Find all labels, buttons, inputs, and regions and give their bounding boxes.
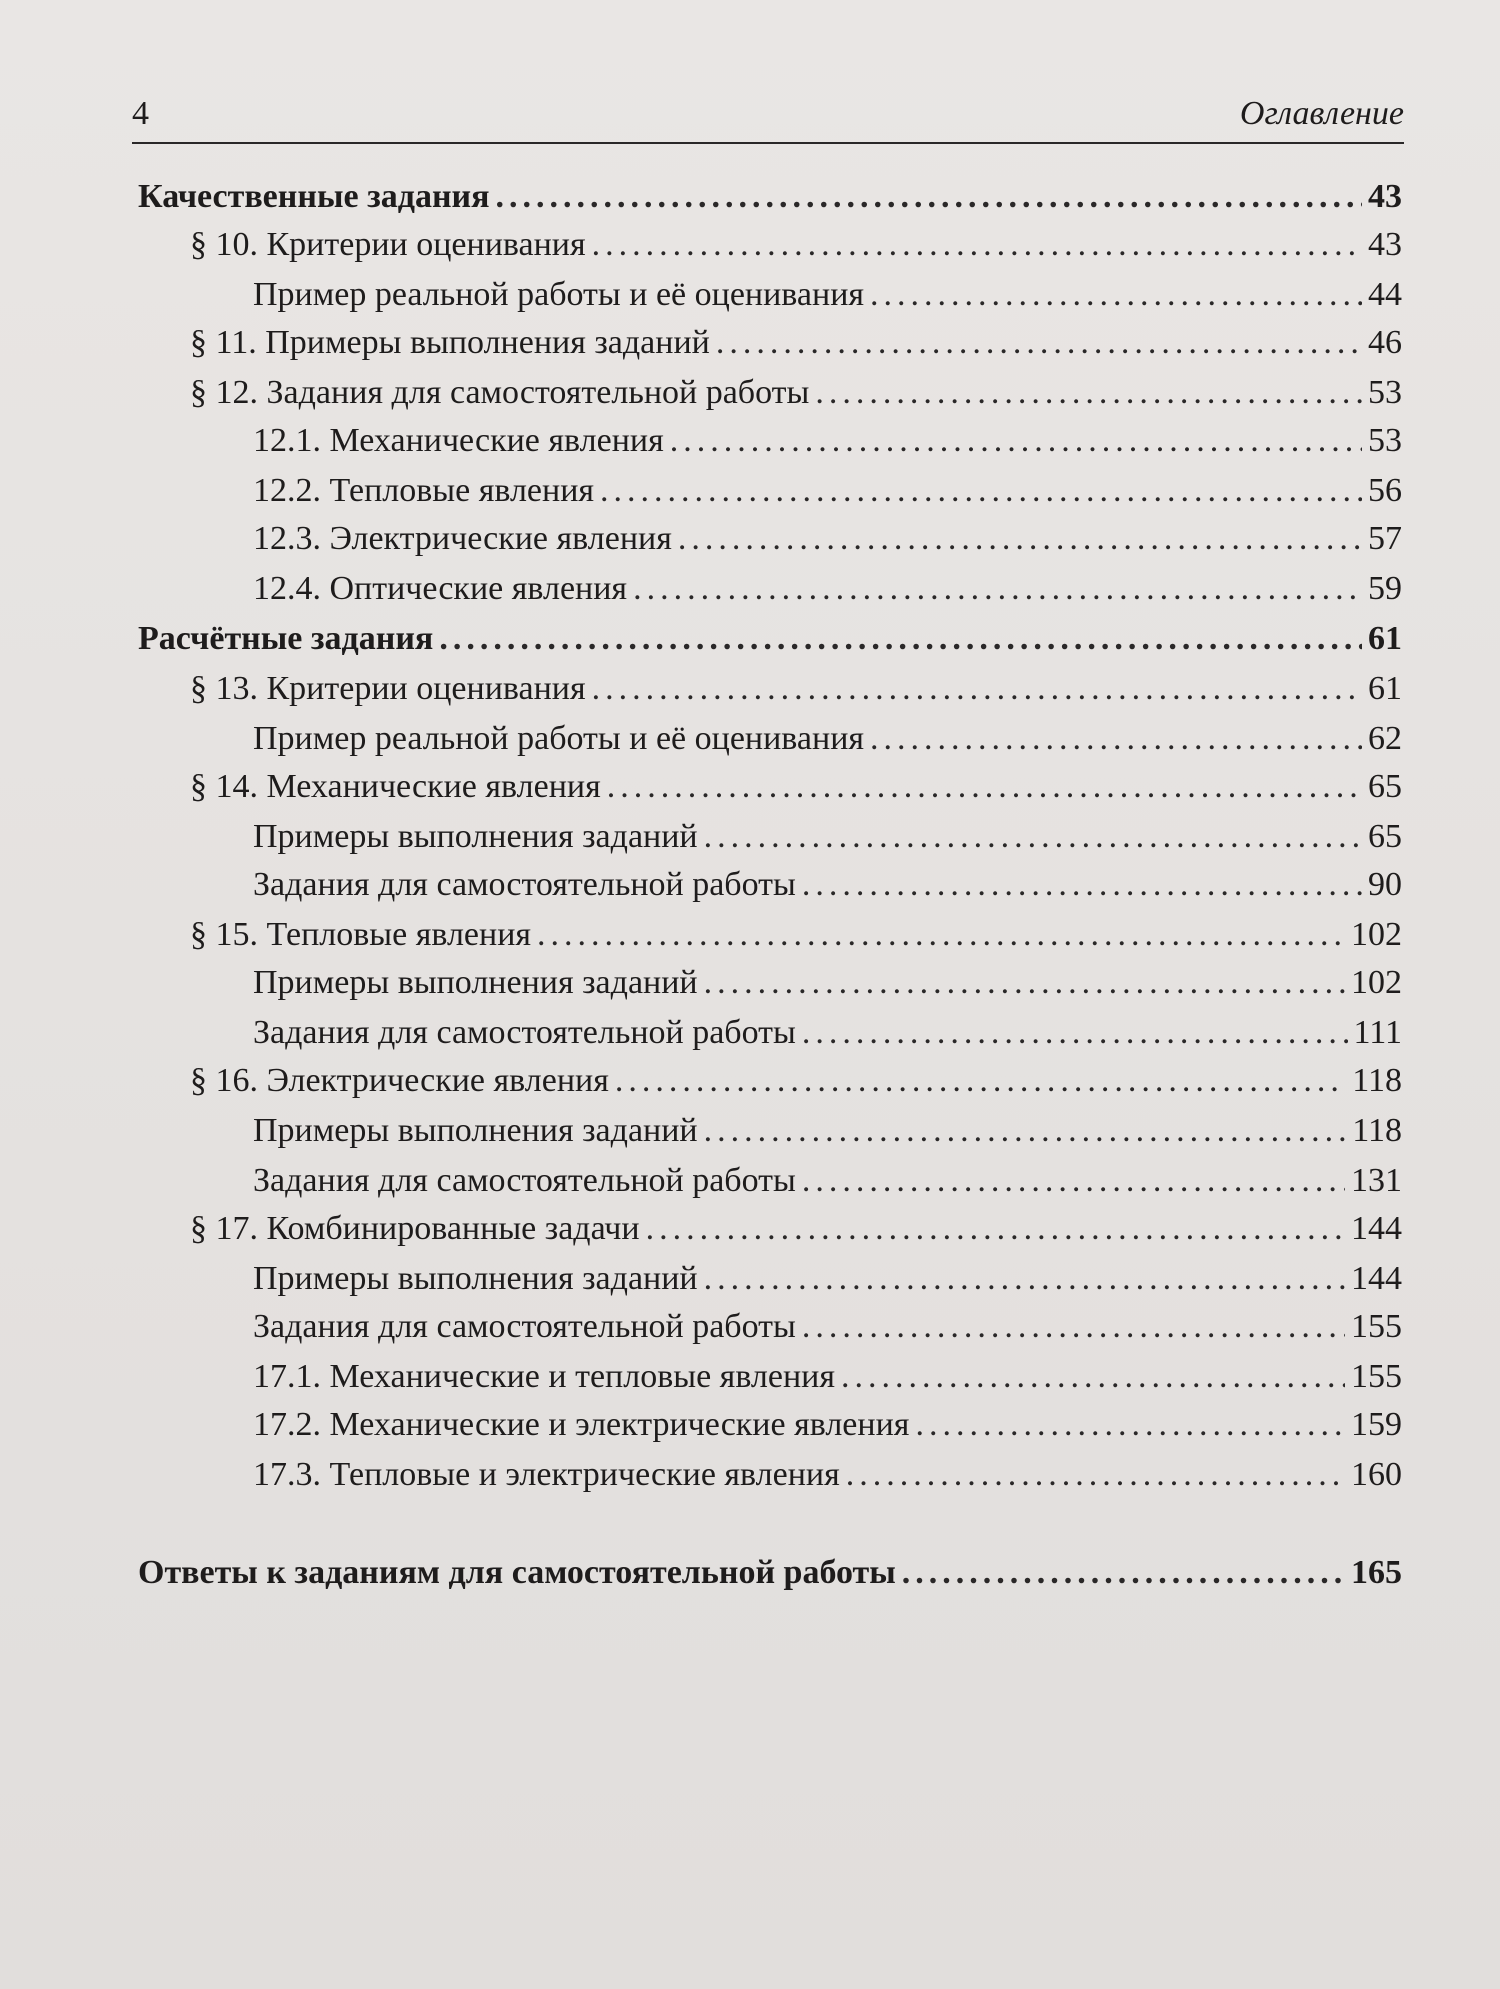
running-head: Оглавление (1239, 95, 1404, 132)
toc-entry-title: Примеры выполнения заданий (253, 1260, 698, 1297)
toc-entry-page: 111 (1353, 1014, 1402, 1051)
toc-leader-dots (704, 814, 1362, 860)
toc-leader-dots (537, 912, 1345, 958)
toc-entry-title: 17.3. Тепловые и электрические явления (253, 1456, 840, 1493)
toc-leader-dots (704, 1108, 1347, 1154)
toc-entry-title: Примеры выполнения заданий (253, 964, 698, 1001)
toc-entry (190, 666, 1402, 712)
toc-leader-dots (802, 862, 1362, 908)
toc-entry (190, 222, 1402, 268)
toc-entry-page: 62 (1368, 720, 1402, 757)
toc-leader-dots (802, 1304, 1345, 1350)
toc-entry-title: Задания для самостоятельной работы (253, 866, 796, 903)
toc-entry-title: Пример реальной работы и её оценивания (253, 276, 865, 313)
toc-entry-title: § 10. Критерии оценивания (190, 226, 586, 263)
toc-entry (190, 320, 1402, 366)
toc-entry (190, 370, 1402, 416)
toc-entry-page: 160 (1351, 1456, 1402, 1493)
toc-entry-page: 65 (1368, 818, 1402, 855)
toc-entry (253, 1354, 1402, 1400)
toc-entry (253, 1452, 1402, 1498)
toc-entry-title: Ответы к заданиям для самостоятельной работы (138, 1554, 896, 1591)
toc-leader-dots (704, 960, 1345, 1006)
toc-entry (253, 814, 1402, 860)
toc-entry (138, 616, 1402, 662)
toc-entry-page: 59 (1368, 570, 1402, 607)
toc-entry-title: § 13. Критерии оценивания (190, 670, 586, 707)
toc-entry-page: 155 (1351, 1308, 1402, 1345)
toc-entry-page: 43 (1368, 178, 1402, 215)
toc-leader-dots (915, 1402, 1345, 1448)
toc-entry-title: Примеры выполнения заданий (253, 1112, 698, 1149)
toc-entry (190, 1058, 1402, 1104)
toc-leader-dots (846, 1452, 1345, 1498)
page-number: 4 (132, 95, 149, 132)
toc-entry-page: 144 (1351, 1210, 1402, 1247)
toc-entry-page: 144 (1351, 1260, 1402, 1297)
toc-leader-dots (607, 764, 1362, 810)
toc-leader-dots (870, 272, 1362, 318)
toc-entry-title: Задания для самостоятельной работы (253, 1308, 796, 1345)
toc-entry-title: 17.2. Механические и электрические явления (253, 1406, 910, 1443)
toc-entry (138, 174, 1402, 220)
toc-leader-dots (841, 1354, 1345, 1400)
toc-entry (253, 468, 1402, 514)
toc-leader-dots (592, 222, 1362, 268)
toc-entry-page: 102 (1351, 916, 1402, 953)
toc-entry (253, 1402, 1402, 1448)
toc-entry-title: 12.2. Тепловые явления (253, 472, 595, 509)
toc-entry-title: § 15. Тепловые явления (190, 916, 532, 953)
toc-entry-title: Задания для самостоятельной работы (253, 1162, 796, 1199)
toc-entry-title: Расчётные задания (138, 620, 434, 657)
toc-leader-dots (802, 1158, 1345, 1204)
toc-leader-dots (704, 1256, 1345, 1302)
toc-entry (253, 1158, 1402, 1204)
toc-entry (253, 418, 1402, 464)
toc-entry (138, 1550, 1402, 1596)
toc-entry-page: 118 (1352, 1112, 1402, 1149)
toc-entry (190, 912, 1402, 958)
toc-leader-dots (439, 616, 1362, 662)
toc-entry-page: 61 (1368, 670, 1402, 707)
toc-entry-page: 53 (1368, 374, 1402, 411)
toc-leader-dots (678, 516, 1362, 562)
toc-entry-page: 65 (1368, 768, 1402, 805)
toc-entry (253, 1304, 1402, 1350)
toc-leader-dots (496, 174, 1362, 220)
toc-entry-title: 12.4. Оптические явления (253, 570, 628, 607)
toc-leader-dots (646, 1206, 1345, 1252)
toc-entry-page: 165 (1351, 1554, 1402, 1591)
toc-entry-page: 131 (1351, 1162, 1402, 1199)
toc-entry-page: 53 (1368, 422, 1402, 459)
toc-entry-title: 12.3. Электрические явления (253, 520, 672, 557)
toc-entry-page: 102 (1351, 964, 1402, 1001)
toc-entry (253, 566, 1402, 612)
toc-entry (253, 1010, 1402, 1056)
toc-leader-dots (670, 418, 1362, 464)
toc-entry-page: 61 (1368, 620, 1402, 657)
toc-entry-page: 159 (1351, 1406, 1402, 1443)
toc-entry-title: Задания для самостоятельной работы (253, 1014, 796, 1051)
toc-entry-title: § 16. Электрические явления (190, 1062, 609, 1099)
toc-entry-title: 17.1. Механические и тепловые явления (253, 1358, 836, 1395)
toc-leader-dots (592, 666, 1362, 712)
toc-leader-dots (633, 566, 1362, 612)
toc-entry-page: 118 (1352, 1062, 1402, 1099)
toc-leader-dots (815, 370, 1362, 416)
toc-entry-page: 155 (1351, 1358, 1402, 1395)
toc-entry (253, 862, 1402, 908)
toc-entry-title: § 11. Примеры выполнения заданий (190, 324, 710, 361)
toc-entry (253, 716, 1402, 762)
toc-entry-title: Примеры выполнения заданий (253, 818, 698, 855)
toc-entry (253, 1108, 1402, 1154)
toc-entry-title: § 14. Механические явления (190, 768, 601, 805)
toc-entry-title: Качественные задания (138, 178, 490, 215)
toc-leader-dots (716, 320, 1362, 366)
toc-entry (253, 272, 1402, 318)
toc-entry-title: 12.1. Механические явления (253, 422, 664, 459)
toc-entry (253, 516, 1402, 562)
toc-leader-dots (902, 1550, 1345, 1596)
toc-entry (253, 1256, 1402, 1302)
toc-entry (253, 960, 1402, 1006)
toc-leader-dots (870, 716, 1362, 762)
toc-leader-dots (802, 1010, 1348, 1056)
toc-entry-title: Пример реальной работы и её оценивания (253, 720, 865, 757)
toc-leader-dots (600, 468, 1362, 514)
toc-entry-page: 56 (1368, 472, 1402, 509)
toc-entry-page: 44 (1368, 276, 1402, 313)
toc-entry-page: 90 (1368, 866, 1402, 903)
toc-entry (190, 1206, 1402, 1252)
toc-entry-title: § 12. Задания для самостоятельной работы (190, 374, 810, 411)
toc-entry-page: 43 (1368, 226, 1402, 263)
toc-entry-page: 46 (1368, 324, 1402, 361)
toc-entry-title: § 17. Комбинированные задачи (190, 1210, 640, 1247)
toc-entry-page: 57 (1368, 520, 1402, 557)
toc-leader-dots (615, 1058, 1346, 1104)
toc-entry (190, 764, 1402, 810)
